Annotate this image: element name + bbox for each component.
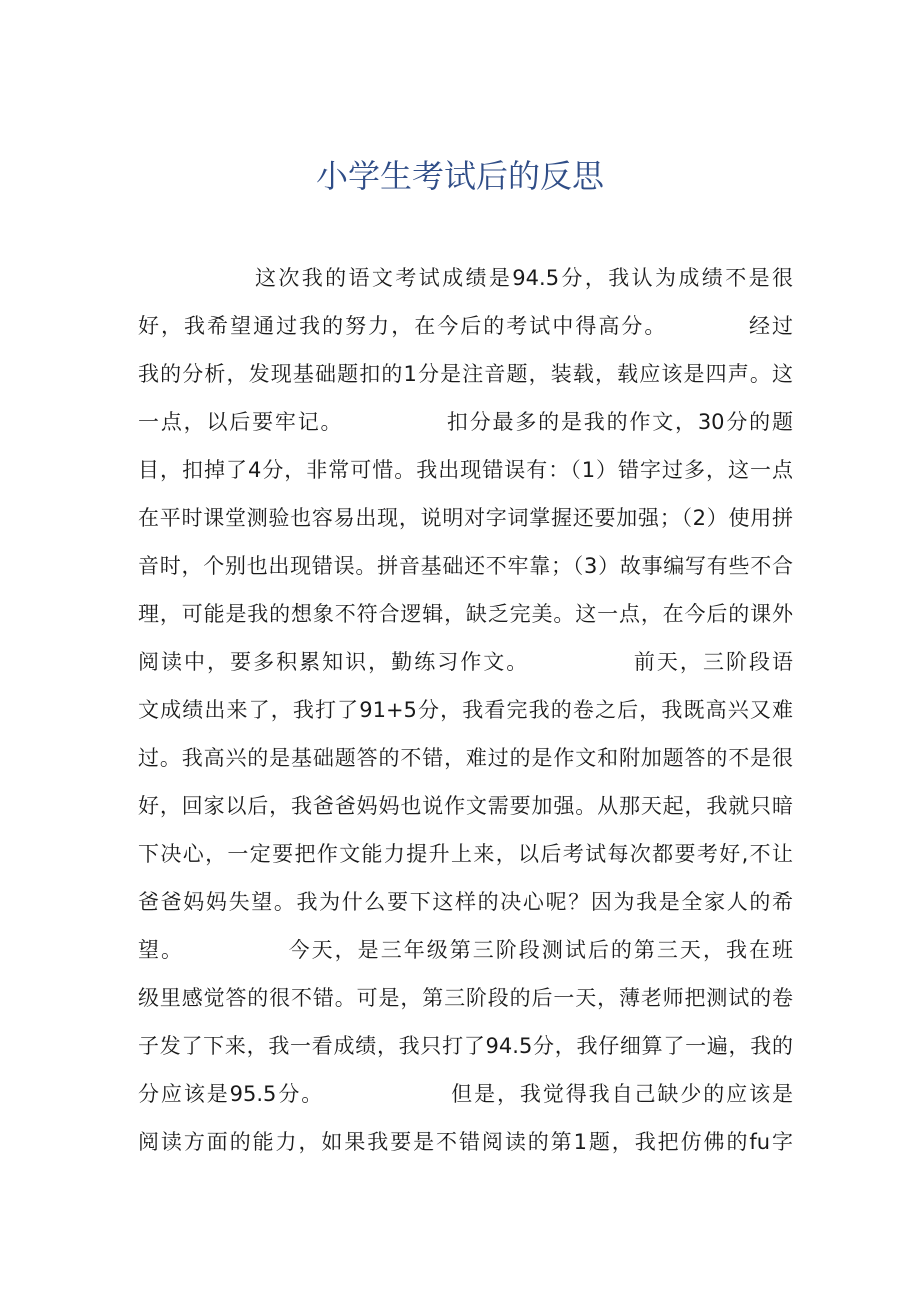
document-body xyxy=(138,258,793,1170)
body-line: 过。我高兴的是基础题答的不错，难过的是作文和附加题答的不是很 xyxy=(138,746,793,770)
body-line: 我的分析，发现基础题扣的1分是注音题，装载，载应该是四声。这 xyxy=(138,362,793,386)
body-line: 下决心，一定要把作文能力提升上来，以后考试每次都要考好,不让 xyxy=(138,842,793,866)
body-line: 级里感觉答的很不错。可是，第三阶段的后一天，薄老师把测试的卷 xyxy=(138,986,793,1010)
body-line: 这次我的语文考试成绩是94.5分，我认为成绩不是很 xyxy=(138,266,793,290)
body-line: 音时，个别也出现错误。拼音基础还不牢靠；（3）故事编写有些不合 xyxy=(138,554,793,578)
body-line: 爸爸妈妈失望。我为什么要下这样的决心呢？因为我是全家人的希 xyxy=(138,890,793,914)
body-line: 目，扣掉了4分，非常可惜。我出现错误有：（1）错字过多，这一点 xyxy=(138,458,793,482)
body-line: 阅读中，要多积累知识，勤练习作文。 前天，三阶段语 xyxy=(138,650,793,674)
body-line: 分应该是95.5分。 但是，我觉得我自己缺少的应该是 xyxy=(138,1082,793,1106)
body-line: 子发了下来，我一看成绩，我只打了94.5分，我仔细算了一遍，我的 xyxy=(138,1034,793,1058)
body-line: 好，回家以后，我爸爸妈妈也说作文需要加强。从那天起，我就只暗 xyxy=(138,794,793,818)
body-line: 在平时课堂测验也容易出现，说明对字词掌握还要加强；（2）使用拼 xyxy=(138,506,793,530)
body-line: 一点，以后要牢记。 扣分最多的是我的作文，30分的题 xyxy=(138,410,793,434)
body-line: 阅读方面的能力，如果我要是不错阅读的第1题，我把仿佛的fu字 xyxy=(138,1130,793,1154)
body-line: 理，可能是我的想象不符合逻辑，缺乏完美。这一点，在今后的课外 xyxy=(138,602,793,626)
body-line: 好，我希望通过我的努力，在今后的考试中得高分。 经过 xyxy=(138,314,793,338)
document-title: 小学生考试后的反思 xyxy=(315,157,604,195)
body-line: 文成绩出来了，我打了91+5分，我看完我的卷之后，我既高兴又难 xyxy=(138,698,793,722)
body-line: 望。 今天，是三年级第三阶段测试后的第三天，我在班 xyxy=(138,938,793,962)
